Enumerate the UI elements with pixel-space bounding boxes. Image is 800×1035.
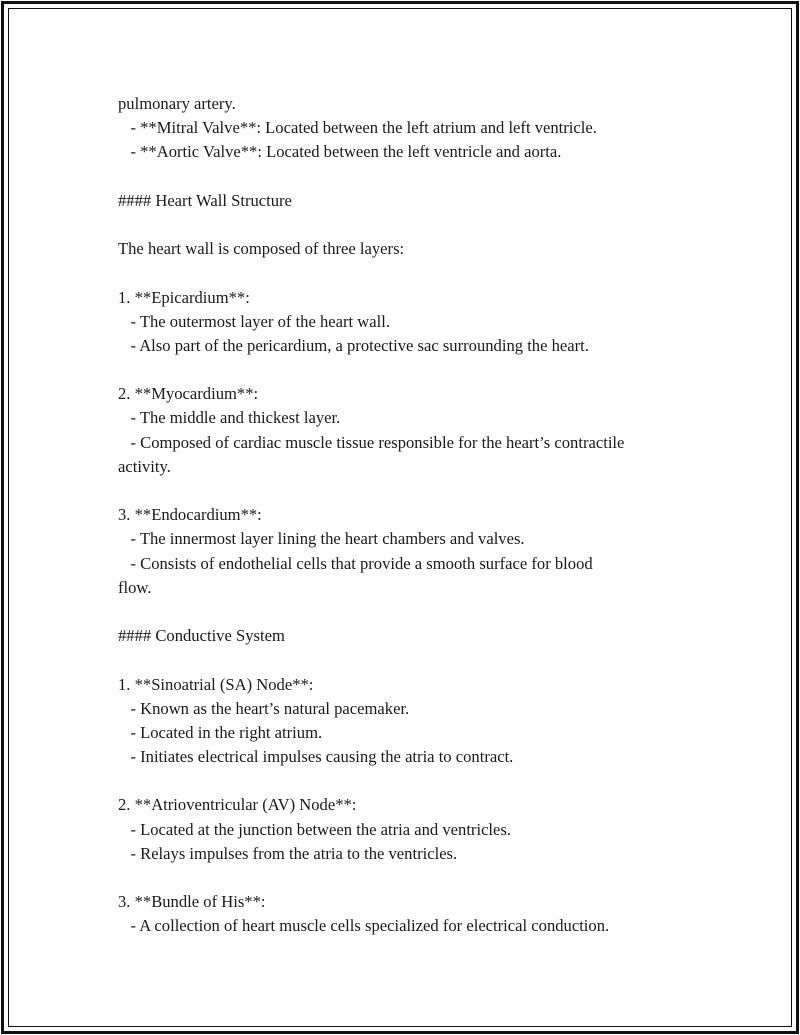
blank-line	[118, 213, 718, 237]
blank-line	[118, 165, 718, 189]
text-line: pulmonary artery.	[118, 94, 236, 113]
text-line: - The middle and thickest layer.	[118, 408, 341, 428]
text-line: - Consists of endothelial cells that provide a smooth surface for blood	[118, 553, 593, 573]
text-line: - The innermost layer lining the heart chambers and valves.	[118, 529, 525, 549]
blank-line	[118, 648, 718, 672]
text-line: - A collection of heart muscle cells specialized for electrical conduction.	[118, 916, 610, 936]
text-line: - The outermost layer of the heart wall.	[118, 311, 391, 331]
document-body	[118, 92, 718, 939]
section-heading: #### Conductive System	[118, 626, 285, 646]
text-line: - Relays impulses from the atria to the ventricles.	[118, 843, 458, 863]
list-item-heading: 3. **Endocardium**:	[118, 505, 262, 525]
text-line: - Composed of cardiac muscle tissue responsible for the heart’s contractile	[118, 432, 625, 452]
list-item-heading: 1. **Sinoatrial (SA) Node**:	[118, 674, 314, 694]
list-item-heading: 1. **Epicardium**:	[118, 287, 250, 307]
blank-line	[118, 261, 718, 285]
text-line: - **Mitral Valve**: Located between the left atrium and left ventricle.	[118, 118, 597, 138]
section-heading: #### Heart Wall Structure	[118, 190, 292, 210]
blank-line	[118, 866, 718, 890]
blank-line	[118, 769, 718, 793]
blank-line	[118, 600, 718, 624]
text-line: activity.	[118, 456, 171, 476]
list-item-heading: 2. **Atrioventricular (AV) Node**:	[118, 795, 357, 815]
text-line: - Located in the right atrium.	[118, 722, 323, 742]
text-line: flow.	[118, 577, 152, 597]
list-item-heading: 2. **Myocardium**:	[118, 384, 259, 404]
text-line: The heart wall is composed of three layers:	[118, 239, 405, 259]
text-line: - Located at the junction between the atria and ventricles.	[118, 819, 512, 839]
text-line: - Known as the heart’s natural pacemaker.	[118, 698, 410, 718]
text-line: - Also part of the pericardium, a protective sac surrounding the heart.	[118, 335, 589, 355]
list-item-heading: 3. **Bundle of His**:	[118, 892, 266, 912]
blank-line	[118, 479, 718, 503]
blank-line	[118, 358, 718, 382]
text-line: - **Aortic Valve**: Located between the left ventricle and aorta.	[118, 142, 562, 162]
text-line: - Initiates electrical impulses causing the atria to contract.	[118, 747, 514, 767]
